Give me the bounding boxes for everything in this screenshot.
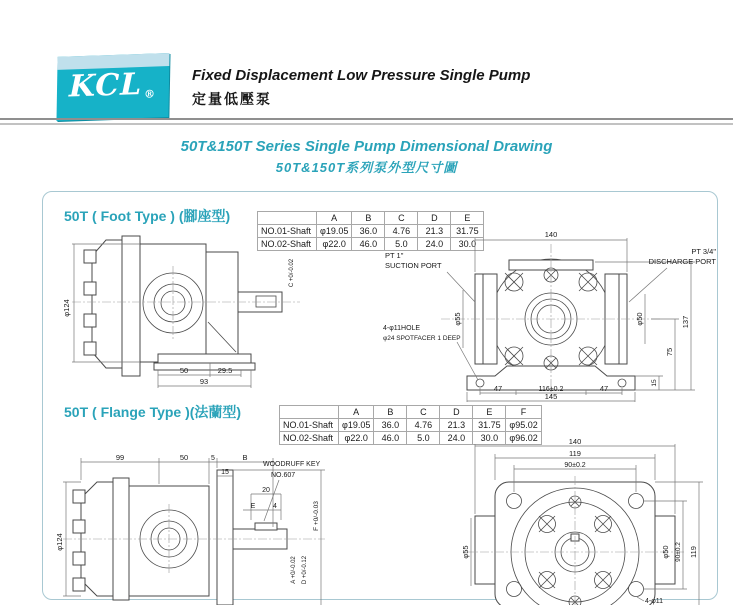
dim-tol-c: C +0/-0.02 — [289, 258, 295, 288]
spec-cell: φ19.05 — [339, 419, 374, 432]
dim-tol-a: A +0/-0.02 — [291, 556, 297, 584]
spec-col-header: A — [339, 406, 374, 419]
foot-section-heading: 50T ( Foot Type ) (腳座型) — [64, 208, 231, 224]
header-divider — [0, 118, 733, 125]
dim-119-right: 119 — [689, 546, 698, 558]
pump-body-outline — [63, 470, 325, 605]
dim-90-right: 90±0.2 — [675, 542, 682, 562]
dim-140: 140 — [544, 230, 558, 239]
discharge-port-label-2: DISCHARGE PORT — [648, 257, 716, 266]
foot-side-view-drawing — [58, 228, 308, 392]
spec-col-header: F — [506, 406, 541, 419]
spec-cell: φ22.0 — [339, 432, 374, 445]
dim-dia55: φ55 — [453, 312, 462, 326]
dim-tol-d: D +0/-0.12 — [302, 555, 308, 585]
pump-body-outline — [72, 236, 300, 376]
kcl-logo — [56, 53, 169, 121]
hole-label: 4-φ11 — [645, 598, 664, 605]
dim-dia50: φ50 — [635, 312, 644, 326]
spec-cell: 46.0 — [374, 432, 407, 445]
spec-col-header: D — [418, 212, 451, 225]
spec-cell — [280, 406, 339, 419]
flange-front-view-drawing — [425, 438, 725, 605]
spec-cell: 31.75 — [473, 419, 506, 432]
header-title-en: Fixed Displacement Low Pressure Single Pump — [192, 67, 531, 84]
spec-col-header: D — [440, 406, 473, 419]
dim-99: 99 — [115, 453, 125, 462]
page-title: 50T&150T Series Single Pump Dimensional Drawing — [180, 138, 553, 155]
spec-cell: φ22.0 — [317, 238, 352, 251]
dim-5: 5 — [211, 455, 215, 462]
dim-119-top: 119 — [569, 449, 581, 458]
spec-cell: φ19.05 — [317, 225, 352, 238]
spec-cell — [258, 212, 317, 225]
dim-50: 50 — [179, 453, 189, 462]
dim-15: 15 — [651, 379, 658, 387]
dim-dia55: φ55 — [461, 545, 470, 559]
logo-text: KCL® — [68, 66, 157, 105]
discharge-port-label-1: PT 3/4" — [691, 247, 716, 256]
spec-cell: φ95.02 — [506, 419, 541, 432]
header-title-zh: 定量低壓泵 — [192, 91, 272, 107]
dim-15: 15 — [221, 469, 229, 476]
dim-47-left: 47 — [493, 384, 503, 393]
hole-label-1: 4-φ11HOLE — [383, 325, 421, 332]
woodruff-key-label-2: NO.607 — [271, 472, 296, 479]
registered-mark: ® — [143, 87, 157, 101]
dim-90-top: 90±0.2 — [564, 462, 586, 469]
spec-cell: φ96.02 — [506, 432, 541, 445]
dim-145: 145 — [544, 392, 558, 401]
dim-75: 75 — [665, 347, 674, 357]
dim-dia124: φ124 — [55, 533, 64, 551]
page-title-zh: 50T&150T系列泵外型尺寸圖 — [275, 160, 458, 175]
spec-cell: 30.0 — [451, 238, 484, 251]
table-row — [280, 419, 542, 432]
spec-col-header: C — [407, 406, 440, 419]
dim-47-right: 47 — [599, 384, 609, 393]
flange-side-view-drawing — [55, 452, 335, 605]
spec-cell: 5.0 — [385, 238, 418, 251]
spec-cell: 21.3 — [440, 419, 473, 432]
spec-col-header: E — [451, 212, 484, 225]
spec-col-header: C — [385, 212, 418, 225]
spec-col-header: B — [352, 212, 385, 225]
dim-140: 140 — [568, 438, 582, 446]
spec-cell: 4.76 — [385, 225, 418, 238]
spec-cell: 36.0 — [374, 419, 407, 432]
spec-cell: 30.0 — [473, 432, 506, 445]
flange-section-heading: 50T ( Flange Type )(法蘭型) — [64, 404, 242, 420]
dim-dia50: φ50 — [661, 545, 670, 559]
pump-body-outline — [465, 476, 685, 605]
spec-cell: 36.0 — [352, 225, 385, 238]
dim-tol-f: F +0/-0.03 — [313, 501, 320, 531]
suction-port-label-1: PT 1" — [385, 251, 404, 260]
spec-col-header: E — [473, 406, 506, 419]
spec-cell: 31.75 — [451, 225, 484, 238]
dim-4: 4 — [273, 503, 277, 510]
spec-row-label: NO.01-Shaft — [258, 225, 317, 238]
spec-cell: 5.0 — [407, 432, 440, 445]
suction-port-label-2: SUCTION PORT — [385, 261, 442, 270]
spec-row-label: NO.01-Shaft — [280, 419, 339, 432]
dim-20: 20 — [262, 487, 270, 494]
dim-B: B — [242, 453, 248, 462]
dim-E: E — [250, 503, 256, 510]
woodruff-key-label-1: WOODRUFF KEY — [263, 461, 321, 468]
spec-cell: 46.0 — [352, 238, 385, 251]
spec-row-label: NO.02-Shaft — [258, 238, 317, 251]
dim-50: 50 — [179, 366, 189, 375]
spec-col-header: A — [317, 212, 352, 225]
spec-cell: 24.0 — [440, 432, 473, 445]
hole-label-2: φ24 SPOTFACER 1 DEEP — [383, 335, 461, 342]
table-header-row — [280, 406, 542, 419]
dim-137: 137 — [681, 315, 690, 329]
dim-93: 93 — [199, 377, 209, 386]
spec-row-label: NO.02-Shaft — [280, 432, 339, 445]
spec-col-header: B — [374, 406, 407, 419]
dim-116: 116±0.2 — [538, 386, 564, 393]
dim-dia124: φ124 — [62, 299, 71, 317]
spec-cell: 24.0 — [418, 238, 451, 251]
spec-cell: 21.3 — [418, 225, 451, 238]
dim-29-5: 29.5 — [217, 366, 233, 375]
spec-cell: 4.76 — [407, 419, 440, 432]
foot-front-view-drawing — [383, 222, 718, 402]
